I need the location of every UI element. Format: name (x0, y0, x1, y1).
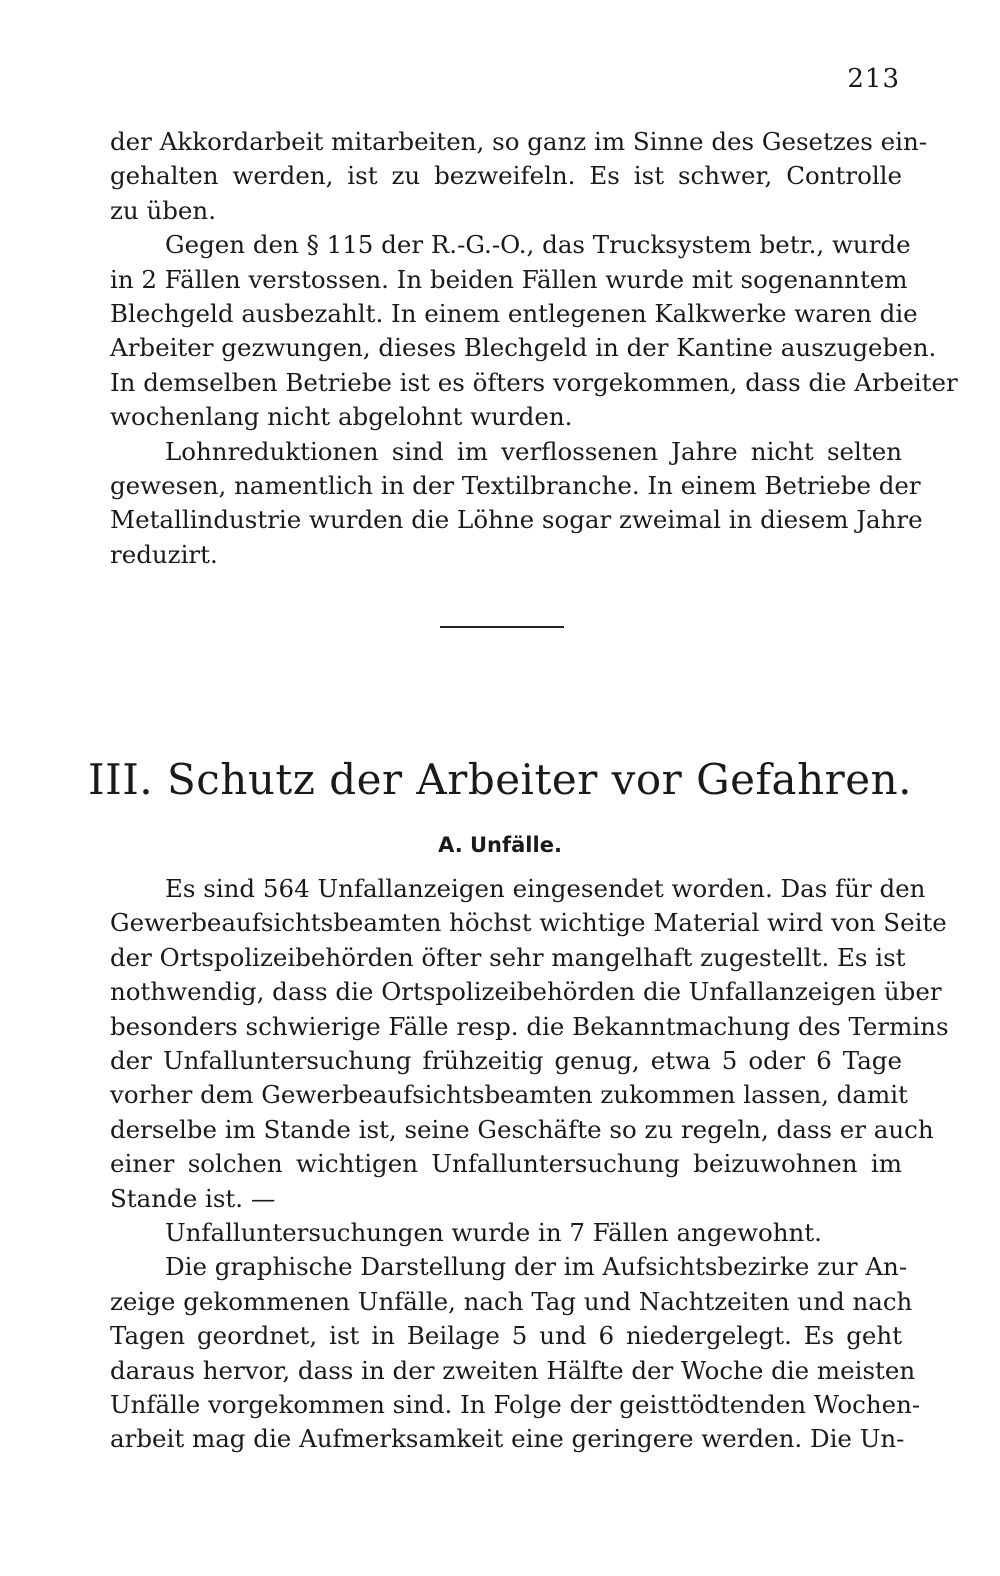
text-line: der Unfalluntersuchung frühzeitig genug, etwa 5 oder 6 Tage (110, 1046, 902, 1075)
text-line: Lohnreduktionen sind im verflossenen Jahre nicht selten (165, 436, 902, 466)
text-line: der Ortspolizeibehörden öfter sehr mangelhaft zugestellt. Es ist (110, 942, 906, 972)
text-line: wochenlang nicht abgelohnt wurden. (110, 402, 573, 432)
text-line: zeige gekommenen Unfälle, nach Tag und Nachtzeiten und nach (110, 1286, 913, 1316)
text-line: Tagen geordnet, ist in Beilage 5 und 6 niedergelegt. Es geht (110, 1321, 902, 1351)
text-line: Stande ist. — (110, 1183, 276, 1213)
text-line: Arbeiter gezwungen, dieses Blechgeld in der Kantine auszugeben. (110, 333, 937, 363)
text-line: zu üben. (110, 195, 217, 225)
text-line: Es sind 564 Unfallanzeigen eingesendet worden. Das für den (165, 874, 926, 903)
text-line: in 2 Fällen verstossen. In beiden Fällen wurde mit sogenanntem (110, 264, 908, 294)
text-line: Unfalluntersuchungen wurde in 7 Fällen angewohnt. (165, 1218, 822, 1247)
section-divider-rule (440, 626, 564, 628)
text-line: derselbe im Stande ist, seine Geschäfte so zu regeln, dass er auch (110, 1114, 934, 1144)
text-line: besonders schwierige Fälle resp. die Bekanntmachung des Termins (110, 1011, 949, 1041)
subsection-heading: A. Unfälle. (438, 833, 562, 857)
section-heading: III. Schutz der Arbeiter vor Gefahren. (88, 755, 912, 804)
text-line: der Akkordarbeit mitarbeiten, so ganz im Sinne des Gesetzes ein- (110, 127, 928, 156)
text-line: vorher dem Gewerbeaufsichtsbeamten zukommen lassen, damit (110, 1080, 908, 1110)
text-line: daraus hervor, dass in der zweiten Hälfte der Woche die meisten (110, 1355, 916, 1385)
text-line: Gegen den § 115 der R.-G.-O., das Trucksystem betr., wurde (165, 230, 911, 260)
text-line: gehalten werden, ist zu bezweifeln. Es ist schwer, Controlle (110, 161, 902, 191)
page-number: 213 (847, 64, 900, 94)
text-line: Die graphische Darstellung der im Aufsichtsbezirke zur An- (165, 1252, 908, 1282)
text-line: Blechgeld ausbezahlt. In einem entlegenen Kalkwerke waren die (110, 299, 918, 328)
text-line: reduzirt. (110, 539, 218, 569)
text-line: gewesen, namentlich in der Textilbranche. In einem Betriebe der (110, 471, 921, 500)
text-line: Gewerbeaufsichtsbeamten höchst wichtige Material wird von Seite (110, 908, 947, 938)
text-line: nothwendig, dass die Ortspolizeibehörden die Unfallanzeigen über (110, 977, 942, 1007)
text-line: Metallindustrie wurden die Löhne sogar zweimal in diesem Jahre (110, 505, 923, 535)
text-line: In demselben Betriebe ist es öfters vorgekommen, dass die Arbeiter (110, 367, 958, 397)
text-line: arbeit mag die Aufmerksamkeit eine geringere werden. Die Un- (110, 1424, 905, 1454)
text-line: einer solchen wichtigen Unfalluntersuchung beizuwohnen im (110, 1149, 902, 1179)
text-line: Unfälle vorgekommen sind. In Folge der geisttödtenden Wochen- (110, 1390, 921, 1419)
